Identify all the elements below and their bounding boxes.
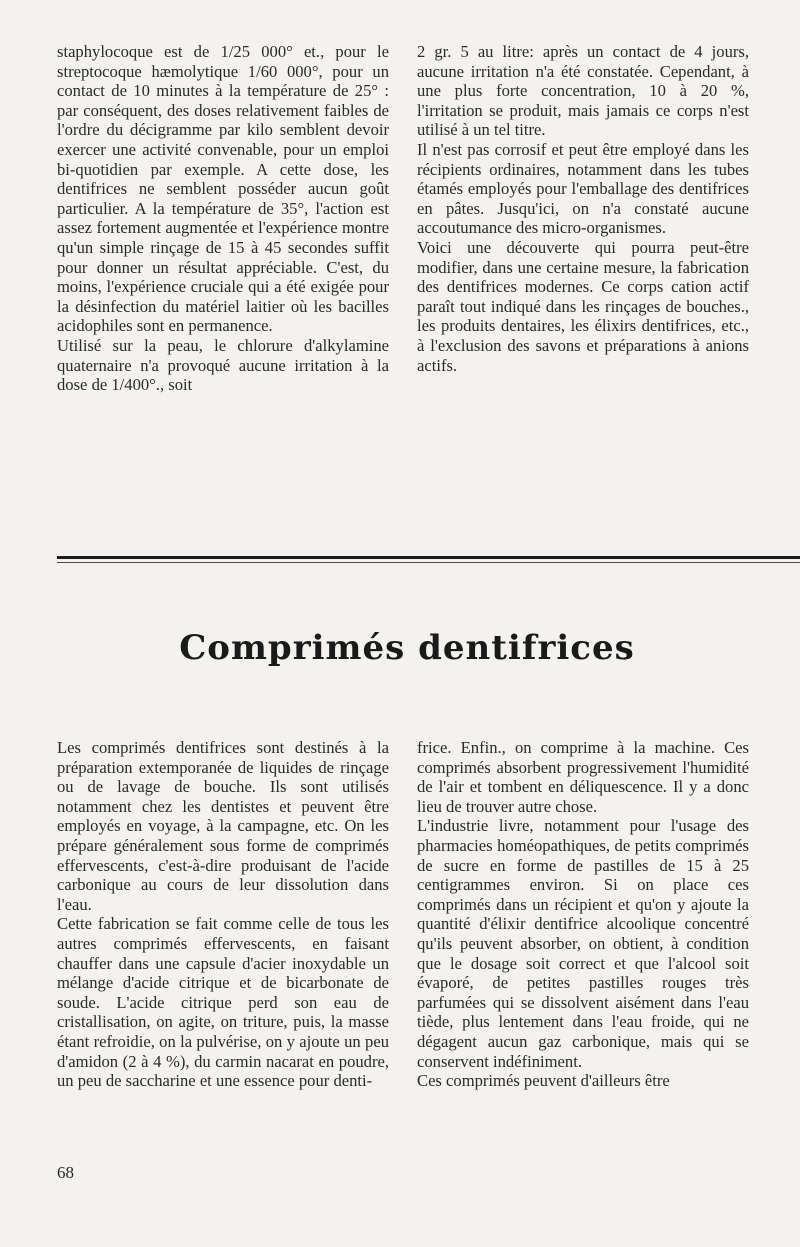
paragraph: Ces comprimés peuvent d'ailleurs être xyxy=(417,1071,670,1091)
bottom-left-column xyxy=(57,738,389,1091)
paragraph: Voici une découverte qui pourra peut-être modifier, dans une certaine mesure, la fabrication des dentifrices modernes. Ce corps cation actif paraît tout indiqué dans les rinçages de bouches., les produits dentaires, les élixirs dentifrices, etc., à l'exclusion des savons et préparations à anions actifs. xyxy=(417,237,749,375)
paragraph: Les comprimés dentifrices sont destinés à la préparation extemporanée de liquides de rinçage ou de lavage de bouche. Ils sont utilisés notamment chez les dentistes et peuvent être employés en voyage, à la campagne, etc. On les prépare généralement sous forme de comprimés effervescents, c'est-à-dire produisant de l'acide carbonique au cours de leur dissolution dans l'eau. xyxy=(57,738,389,914)
bottom-right-column xyxy=(417,738,749,1091)
paragraph: Il n'est pas corrosif et peut être employé dans les récipients ordinaires, notamment dans les tubes étamés employés pour l'emballage des dentifrices en pâtes. Jusqu'ici, on n'a constaté aucune accoutumance des micro-organismes. xyxy=(417,139,749,238)
paragraph: frice. Enfin., on comprime à la machine. Ces comprimés absorbent progressivement l'humidité de l'air et tombent en déliquescence. Il y a donc lieu de trouver autre chose. xyxy=(417,738,749,816)
section-title: Comprimés dentifrices xyxy=(179,628,635,668)
top-right-column xyxy=(417,42,749,375)
section-divider xyxy=(57,556,800,559)
paragraph: Cette fabrication se fait comme celle de tous les autres comprimés effervescents, en faisant chauffer dans une capsule d'acier inoxydable un mélange d'acide citrique et de bicarbonate de soude. L'acide citrique perd son eau de cristallisation, on agite, on triture, puis, la masse étant refroidie, on la pulvérise, on y ajoute un peu d'amidon (2 à 4 %), du carmin nacarat en poudre, un peu de saccharine et une essence pour denti- xyxy=(57,914,389,1091)
paragraph: staphylocoque est de 1/25 000° et., pour le streptocoque hæmolytique 1/60 000°, pour un contact de 10 minutes à la température de 25° : par conséquent, des doses relativement faibles de l'ordre du décigramme par kilo semblent devoir exercer une activité convenable, pour un emploi bi-quotidien par exemple. A cette dose, les dentifrices ne semblent posséder aucun goût particulier. A la température de 35°, l'action est assez fortement augmentée et l'expérience montre qu'un simple rinçage de 15 à 45 secondes suffit pour donner un résultat appréciable. C'est, du moins, l'expérience cruciale qui a été exigée pour la désinfection du matériel laitier où les bacilles acidophiles sont en permanence. xyxy=(57,42,389,336)
page-number: 68 xyxy=(57,1163,74,1182)
top-left-column xyxy=(57,42,389,395)
paragraph: Utilisé sur la peau, le chlorure d'alkylamine quaternaire n'a provoqué aucune irritation à la dose de 1/400°., soit xyxy=(57,335,389,395)
paragraph: 2 gr. 5 au litre: après un contact de 4 jours, aucune irritation n'a été constatée. Cependant, à une plus forte concentration, 10 à 20 %, l'irritation se produit, mais jamais ce corps n'est utilisé à un tel titre. xyxy=(417,42,749,140)
paragraph: L'industrie livre, notamment pour l'usage des pharmacies homéopathiques, de petits comprimés de sucre en forme de pastilles de 15 à 25 centigrammes environ. Si on place ces comprimés dans un récipient et qu'on y ajoute la quantité d'élixir dentifrice alcoolique concentré qu'ils peuvent absorber, on obtient, à condition que le dosage soit correct et que l'alcool soit évaporé, de petites pastilles rouges très parfumées qui se dissolvent aisément dans l'eau tiède, plus lentement dans l'eau froide, qui ne dégagent aucun gaz carbonique, mais qui se conservent indéfiniment. xyxy=(417,816,749,1071)
section-divider-thin xyxy=(57,562,800,563)
